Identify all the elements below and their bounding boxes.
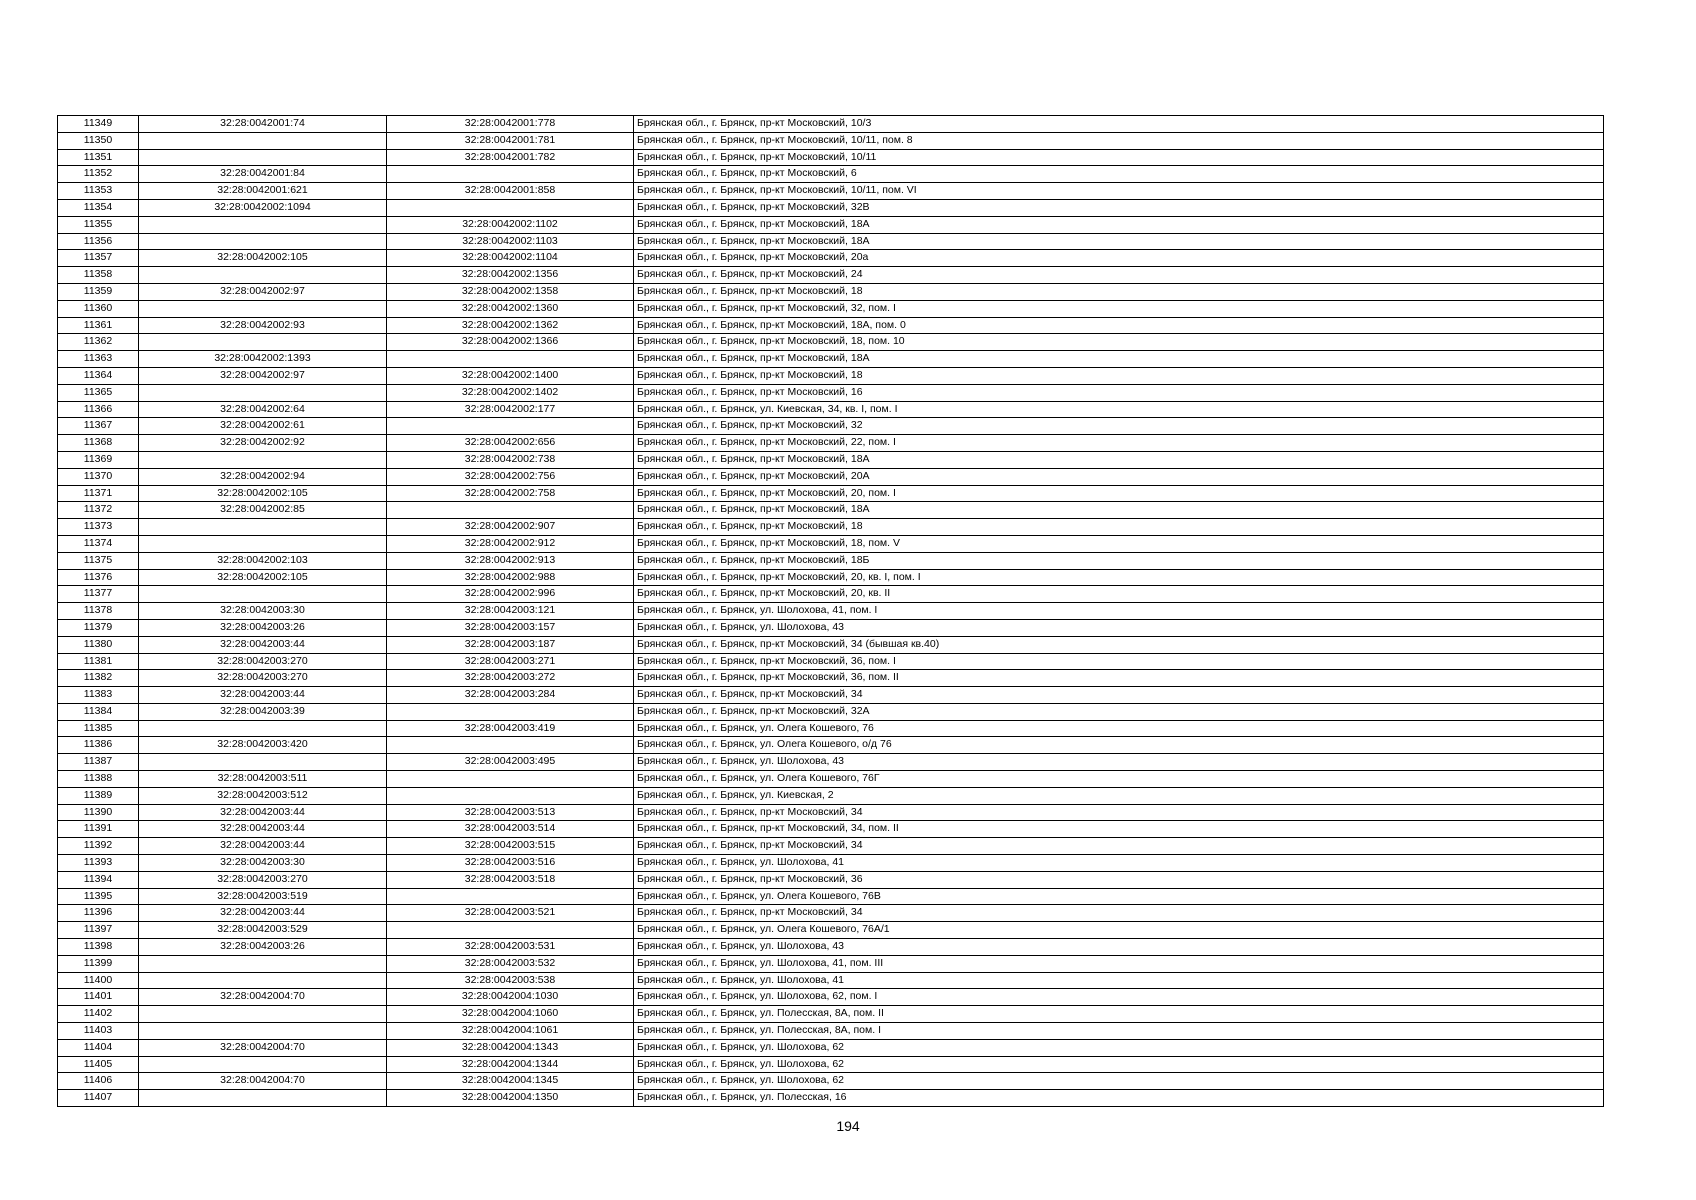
row-number-cell: 11389 xyxy=(58,787,139,804)
row-number-cell: 11391 xyxy=(58,821,139,838)
land-parcel-cadastral-cell xyxy=(139,535,387,552)
address-cell: Брянская обл., г. Брянск, пр-кт Московский, 16 xyxy=(634,384,1604,401)
table-row xyxy=(58,552,1604,569)
land-parcel-cadastral-cell xyxy=(139,1090,387,1107)
table-row xyxy=(58,535,1604,552)
address-cell: Брянская обл., г. Брянск, пр-кт Московский, 18А xyxy=(634,451,1604,468)
table-body xyxy=(58,116,1604,1107)
address-cell: Брянская обл., г. Брянск, пр-кт Московский, 36 xyxy=(634,871,1604,888)
address-cell: Брянская обл., г. Брянск, пр-кт Московский, 34 xyxy=(634,905,1604,922)
land-parcel-cadastral-cell xyxy=(139,300,387,317)
land-parcel-cadastral-cell: 32:28:0042003:270 xyxy=(139,653,387,670)
row-number-cell: 11369 xyxy=(58,451,139,468)
row-number-cell: 11397 xyxy=(58,922,139,939)
land-parcel-cadastral-cell xyxy=(139,451,387,468)
land-parcel-cadastral-cell: 32:28:0042003:44 xyxy=(139,636,387,653)
land-parcel-cadastral-cell: 32:28:0042002:105 xyxy=(139,485,387,502)
table-row xyxy=(58,1056,1604,1073)
row-number-cell: 11357 xyxy=(58,250,139,267)
land-parcel-cadastral-cell: 32:28:0042003:529 xyxy=(139,922,387,939)
table-row xyxy=(58,116,1604,133)
object-cadastral-cell: 32:28:0042002:1104 xyxy=(387,250,634,267)
row-number-cell: 11392 xyxy=(58,838,139,855)
land-parcel-cadastral-cell xyxy=(139,384,387,401)
table-row xyxy=(58,636,1604,653)
object-cadastral-cell: 32:28:0042003:515 xyxy=(387,838,634,855)
land-parcel-cadastral-cell: 32:28:0042003:44 xyxy=(139,905,387,922)
table-row xyxy=(58,703,1604,720)
table-row xyxy=(58,317,1604,334)
table-row xyxy=(58,468,1604,485)
row-number-cell: 11379 xyxy=(58,619,139,636)
table-row xyxy=(58,939,1604,956)
row-number-cell: 11349 xyxy=(58,116,139,133)
row-number-cell: 11388 xyxy=(58,771,139,788)
table-row xyxy=(58,183,1604,200)
object-cadastral-cell: 32:28:0042002:1356 xyxy=(387,267,634,284)
row-number-cell: 11407 xyxy=(58,1090,139,1107)
object-cadastral-cell: 32:28:0042002:1102 xyxy=(387,216,634,233)
object-cadastral-cell: 32:28:0042002:1358 xyxy=(387,283,634,300)
address-cell: Брянская обл., г. Брянск, пр-кт Московский, 10/11, пом. VI xyxy=(634,183,1604,200)
address-cell: Брянская обл., г. Брянск, пр-кт Московский, 36, пом. I xyxy=(634,653,1604,670)
table-row xyxy=(58,821,1604,838)
address-cell: Брянская обл., г. Брянск, пр-кт Московский, 32А xyxy=(634,703,1604,720)
land-parcel-cadastral-cell: 32:28:0042002:105 xyxy=(139,569,387,586)
row-number-cell: 11355 xyxy=(58,216,139,233)
table-row xyxy=(58,569,1604,586)
land-parcel-cadastral-cell: 32:28:0042002:105 xyxy=(139,250,387,267)
address-cell: Брянская обл., г. Брянск, пр-кт Московский, 34 (бывшая кв.40) xyxy=(634,636,1604,653)
object-cadastral-cell: 32:28:0042001:858 xyxy=(387,183,634,200)
table-row xyxy=(58,922,1604,939)
row-number-cell: 11361 xyxy=(58,317,139,334)
address-cell: Брянская обл., г. Брянск, пр-кт Московский, 18А xyxy=(634,233,1604,250)
row-number-cell: 11385 xyxy=(58,720,139,737)
object-cadastral-cell: 32:28:0042003:272 xyxy=(387,670,634,687)
object-cadastral-cell: 32:28:0042002:1400 xyxy=(387,367,634,384)
address-cell: Брянская обл., г. Брянск, ул. Шолохова, 62, пом. I xyxy=(634,989,1604,1006)
row-number-cell: 11366 xyxy=(58,401,139,418)
table-row xyxy=(58,149,1604,166)
object-cadastral-cell: 32:28:0042003:419 xyxy=(387,720,634,737)
table-row xyxy=(58,619,1604,636)
row-number-cell: 11399 xyxy=(58,955,139,972)
table-row xyxy=(58,485,1604,502)
object-cadastral-cell: 32:28:0042003:513 xyxy=(387,804,634,821)
row-number-cell: 11368 xyxy=(58,435,139,452)
object-cadastral-cell: 32:28:0042001:782 xyxy=(387,149,634,166)
land-parcel-cadastral-cell: 32:28:0042003:519 xyxy=(139,888,387,905)
row-number-cell: 11371 xyxy=(58,485,139,502)
land-parcel-cadastral-cell: 32:28:0042002:1393 xyxy=(139,351,387,368)
address-cell: Брянская обл., г. Брянск, пр-кт Московский, 18А xyxy=(634,351,1604,368)
land-parcel-cadastral-cell xyxy=(139,216,387,233)
table-row xyxy=(58,871,1604,888)
address-cell: Брянская обл., г. Брянск, ул. Шолохова, 41 xyxy=(634,972,1604,989)
row-number-cell: 11395 xyxy=(58,888,139,905)
table-row xyxy=(58,334,1604,351)
land-parcel-cadastral-cell xyxy=(139,519,387,536)
row-number-cell: 11398 xyxy=(58,939,139,956)
object-cadastral-cell xyxy=(387,888,634,905)
table-row xyxy=(58,653,1604,670)
address-cell: Брянская обл., г. Брянск, ул. Шолохова, 41 xyxy=(634,855,1604,872)
object-cadastral-cell: 32:28:0042002:1360 xyxy=(387,300,634,317)
table-row xyxy=(58,989,1604,1006)
object-cadastral-cell: 32:28:0042002:996 xyxy=(387,586,634,603)
address-cell: Брянская обл., г. Брянск, ул. Киевская, 34, кв. I, пом. I xyxy=(634,401,1604,418)
object-cadastral-cell xyxy=(387,703,634,720)
land-parcel-cadastral-cell: 32:28:0042003:30 xyxy=(139,603,387,620)
land-parcel-cadastral-cell xyxy=(139,334,387,351)
land-parcel-cadastral-cell: 32:28:0042002:85 xyxy=(139,502,387,519)
object-cadastral-cell xyxy=(387,502,634,519)
land-parcel-cadastral-cell xyxy=(139,754,387,771)
table-row xyxy=(58,519,1604,536)
row-number-cell: 11394 xyxy=(58,871,139,888)
address-cell: Брянская обл., г. Брянск, пр-кт Московский, 24 xyxy=(634,267,1604,284)
row-number-cell: 11367 xyxy=(58,418,139,435)
land-parcel-cadastral-cell: 32:28:0042004:70 xyxy=(139,1039,387,1056)
table-row xyxy=(58,401,1604,418)
object-cadastral-cell: 32:28:0042004:1350 xyxy=(387,1090,634,1107)
row-number-cell: 11384 xyxy=(58,703,139,720)
row-number-cell: 11406 xyxy=(58,1073,139,1090)
address-cell: Брянская обл., г. Брянск, ул. Олега Кошевого, 76В xyxy=(634,888,1604,905)
row-number-cell: 11393 xyxy=(58,855,139,872)
cadastral-table xyxy=(57,115,1604,1107)
object-cadastral-cell: 32:28:0042004:1060 xyxy=(387,1006,634,1023)
land-parcel-cadastral-cell xyxy=(139,1023,387,1040)
land-parcel-cadastral-cell: 32:28:0042002:103 xyxy=(139,552,387,569)
row-number-cell: 11370 xyxy=(58,468,139,485)
address-cell: Брянская обл., г. Брянск, пр-кт Московский, 10/11 xyxy=(634,149,1604,166)
table-row xyxy=(58,267,1604,284)
row-number-cell: 11381 xyxy=(58,653,139,670)
land-parcel-cadastral-cell: 32:28:0042002:97 xyxy=(139,283,387,300)
object-cadastral-cell: 32:28:0042002:758 xyxy=(387,485,634,502)
object-cadastral-cell xyxy=(387,418,634,435)
object-cadastral-cell: 32:28:0042003:495 xyxy=(387,754,634,771)
land-parcel-cadastral-cell xyxy=(139,720,387,737)
land-parcel-cadastral-cell: 32:28:0042002:93 xyxy=(139,317,387,334)
table-row xyxy=(58,418,1604,435)
address-cell: Брянская обл., г. Брянск, пр-кт Московский, 18, пом. V xyxy=(634,535,1604,552)
row-number-cell: 11386 xyxy=(58,737,139,754)
object-cadastral-cell: 32:28:0042004:1030 xyxy=(387,989,634,1006)
table-row xyxy=(58,1090,1604,1107)
table-row xyxy=(58,955,1604,972)
address-cell: Брянская обл., г. Брянск, пр-кт Московский, 18А xyxy=(634,502,1604,519)
object-cadastral-cell: 32:28:0042002:177 xyxy=(387,401,634,418)
table-row xyxy=(58,855,1604,872)
object-cadastral-cell xyxy=(387,351,634,368)
row-number-cell: 11358 xyxy=(58,267,139,284)
object-cadastral-cell: 32:28:0042001:781 xyxy=(387,132,634,149)
row-number-cell: 11390 xyxy=(58,804,139,821)
page-number: 194 xyxy=(836,1118,860,1134)
table-row xyxy=(58,754,1604,771)
address-cell: Брянская обл., г. Брянск, пр-кт Московский, 22, пом. I xyxy=(634,435,1604,452)
address-cell: Брянская обл., г. Брянск, пр-кт Московский, 18А, пом. 0 xyxy=(634,317,1604,334)
object-cadastral-cell: 32:28:0042002:738 xyxy=(387,451,634,468)
address-cell: Брянская обл., г. Брянск, пр-кт Московский, 34 xyxy=(634,687,1604,704)
address-cell: Брянская обл., г. Брянск, ул. Шолохова, 41, пом. III xyxy=(634,955,1604,972)
address-cell: Брянская обл., г. Брянск, пр-кт Московский, 34 xyxy=(634,804,1604,821)
table-row xyxy=(58,300,1604,317)
land-parcel-cadastral-cell: 32:28:0042004:70 xyxy=(139,989,387,1006)
address-cell: Брянская обл., г. Брянск, ул. Полесская, 8А, пом. II xyxy=(634,1006,1604,1023)
row-number-cell: 11354 xyxy=(58,199,139,216)
land-parcel-cadastral-cell: 32:28:0042003:26 xyxy=(139,939,387,956)
address-cell: Брянская обл., г. Брянск, пр-кт Московский, 34 xyxy=(634,838,1604,855)
row-number-cell: 11356 xyxy=(58,233,139,250)
object-cadastral-cell: 32:28:0042002:1402 xyxy=(387,384,634,401)
address-cell: Брянская обл., г. Брянск, пр-кт Московский, 20а xyxy=(634,250,1604,267)
address-cell: Брянская обл., г. Брянск, ул. Шолохова, 62 xyxy=(634,1056,1604,1073)
row-number-cell: 11400 xyxy=(58,972,139,989)
address-cell: Брянская обл., г. Брянск, пр-кт Московский, 20, кв. II xyxy=(634,586,1604,603)
object-cadastral-cell: 32:28:0042004:1344 xyxy=(387,1056,634,1073)
row-number-cell: 11372 xyxy=(58,502,139,519)
table-row xyxy=(58,351,1604,368)
row-number-cell: 11352 xyxy=(58,166,139,183)
land-parcel-cadastral-cell: 32:28:0042002:61 xyxy=(139,418,387,435)
row-number-cell: 11359 xyxy=(58,283,139,300)
object-cadastral-cell: 32:28:0042003:538 xyxy=(387,972,634,989)
object-cadastral-cell: 32:28:0042003:531 xyxy=(387,939,634,956)
object-cadastral-cell xyxy=(387,737,634,754)
table-row xyxy=(58,233,1604,250)
object-cadastral-cell: 32:28:0042002:988 xyxy=(387,569,634,586)
land-parcel-cadastral-cell: 32:28:0042003:512 xyxy=(139,787,387,804)
land-parcel-cadastral-cell: 32:28:0042003:44 xyxy=(139,838,387,855)
row-number-cell: 11396 xyxy=(58,905,139,922)
row-number-cell: 11360 xyxy=(58,300,139,317)
table-row xyxy=(58,888,1604,905)
table-row xyxy=(58,132,1604,149)
row-number-cell: 11383 xyxy=(58,687,139,704)
land-parcel-cadastral-cell: 32:28:0042003:26 xyxy=(139,619,387,636)
row-number-cell: 11378 xyxy=(58,603,139,620)
object-cadastral-cell: 32:28:0042002:1366 xyxy=(387,334,634,351)
row-number-cell: 11375 xyxy=(58,552,139,569)
row-number-cell: 11404 xyxy=(58,1039,139,1056)
land-parcel-cadastral-cell: 32:28:0042003:420 xyxy=(139,737,387,754)
land-parcel-cadastral-cell: 32:28:0042003:44 xyxy=(139,804,387,821)
table-row xyxy=(58,367,1604,384)
land-parcel-cadastral-cell: 32:28:0042003:30 xyxy=(139,855,387,872)
table-row xyxy=(58,166,1604,183)
table-row xyxy=(58,804,1604,821)
object-cadastral-cell: 32:28:0042003:157 xyxy=(387,619,634,636)
object-cadastral-cell: 32:28:0042002:1362 xyxy=(387,317,634,334)
row-number-cell: 11405 xyxy=(58,1056,139,1073)
table-row xyxy=(58,972,1604,989)
address-cell: Брянская обл., г. Брянск, пр-кт Московский, 18 xyxy=(634,519,1604,536)
row-number-cell: 11351 xyxy=(58,149,139,166)
address-cell: Брянская обл., г. Брянск, ул. Олега Кошевого, 76 xyxy=(634,720,1604,737)
row-number-cell: 11365 xyxy=(58,384,139,401)
address-cell: Брянская обл., г. Брянск, ул. Полесская, 8А, пом. I xyxy=(634,1023,1604,1040)
address-cell: Брянская обл., г. Брянск, пр-кт Московский, 36, пом. II xyxy=(634,670,1604,687)
table-row xyxy=(58,384,1604,401)
object-cadastral-cell: 32:28:0042003:514 xyxy=(387,821,634,838)
address-cell: Брянская обл., г. Брянск, пр-кт Московский, 18 xyxy=(634,283,1604,300)
address-cell: Брянская обл., г. Брянск, пр-кт Московский, 10/3 xyxy=(634,116,1604,133)
table-row xyxy=(58,1023,1604,1040)
land-parcel-cadastral-cell: 32:28:0042002:97 xyxy=(139,367,387,384)
object-cadastral-cell xyxy=(387,787,634,804)
object-cadastral-cell: 32:28:0042003:516 xyxy=(387,855,634,872)
land-parcel-cadastral-cell: 32:28:0042003:270 xyxy=(139,871,387,888)
address-cell: Брянская обл., г. Брянск, пр-кт Московский, 32 xyxy=(634,418,1604,435)
table-row xyxy=(58,586,1604,603)
row-number-cell: 11402 xyxy=(58,1006,139,1023)
object-cadastral-cell: 32:28:0042003:284 xyxy=(387,687,634,704)
land-parcel-cadastral-cell: 32:28:0042002:94 xyxy=(139,468,387,485)
row-number-cell: 11376 xyxy=(58,569,139,586)
address-cell: Брянская обл., г. Брянск, ул. Шолохова, 62 xyxy=(634,1039,1604,1056)
address-cell: Брянская обл., г. Брянск, ул. Олега Кошевого, 76А/1 xyxy=(634,922,1604,939)
land-parcel-cadastral-cell: 32:28:0042003:511 xyxy=(139,771,387,788)
address-cell: Брянская обл., г. Брянск, пр-кт Московский, 6 xyxy=(634,166,1604,183)
table-row xyxy=(58,687,1604,704)
table-row xyxy=(58,771,1604,788)
land-parcel-cadastral-cell: 32:28:0042003:39 xyxy=(139,703,387,720)
address-cell: Брянская обл., г. Брянск, пр-кт Московский, 32В xyxy=(634,199,1604,216)
table-row xyxy=(58,737,1604,754)
table-row xyxy=(58,603,1604,620)
table-row xyxy=(58,787,1604,804)
row-number-cell: 11401 xyxy=(58,989,139,1006)
object-cadastral-cell: 32:28:0042002:907 xyxy=(387,519,634,536)
row-number-cell: 11403 xyxy=(58,1023,139,1040)
object-cadastral-cell: 32:28:0042001:778 xyxy=(387,116,634,133)
land-parcel-cadastral-cell: 32:28:0042001:74 xyxy=(139,116,387,133)
land-parcel-cadastral-cell: 32:28:0042002:64 xyxy=(139,401,387,418)
object-cadastral-cell: 32:28:0042003:518 xyxy=(387,871,634,888)
address-cell: Брянская обл., г. Брянск, ул. Полесская, 16 xyxy=(634,1090,1604,1107)
object-cadastral-cell: 32:28:0042002:756 xyxy=(387,468,634,485)
object-cadastral-cell: 32:28:0042002:912 xyxy=(387,535,634,552)
row-number-cell: 11373 xyxy=(58,519,139,536)
address-cell: Брянская обл., г. Брянск, пр-кт Московский, 20А xyxy=(634,468,1604,485)
land-parcel-cadastral-cell: 32:28:0042004:70 xyxy=(139,1073,387,1090)
land-parcel-cadastral-cell: 32:28:0042003:44 xyxy=(139,687,387,704)
row-number-cell: 11387 xyxy=(58,754,139,771)
land-parcel-cadastral-cell xyxy=(139,149,387,166)
object-cadastral-cell: 32:28:0042002:913 xyxy=(387,552,634,569)
table-row xyxy=(58,216,1604,233)
row-number-cell: 11350 xyxy=(58,132,139,149)
row-number-cell: 11353 xyxy=(58,183,139,200)
table-row xyxy=(58,451,1604,468)
table-row xyxy=(58,670,1604,687)
table-row xyxy=(58,199,1604,216)
object-cadastral-cell: 32:28:0042004:1345 xyxy=(387,1073,634,1090)
land-parcel-cadastral-cell: 32:28:0042001:84 xyxy=(139,166,387,183)
table-row xyxy=(58,283,1604,300)
row-number-cell: 11374 xyxy=(58,535,139,552)
object-cadastral-cell: 32:28:0042002:656 xyxy=(387,435,634,452)
object-cadastral-cell: 32:28:0042004:1061 xyxy=(387,1023,634,1040)
table-row xyxy=(58,250,1604,267)
address-cell: Брянская обл., г. Брянск, пр-кт Московский, 18 xyxy=(634,367,1604,384)
object-cadastral-cell: 32:28:0042003:521 xyxy=(387,905,634,922)
row-number-cell: 11362 xyxy=(58,334,139,351)
object-cadastral-cell: 32:28:0042003:187 xyxy=(387,636,634,653)
address-cell: Брянская обл., г. Брянск, пр-кт Московский, 20, пом. I xyxy=(634,485,1604,502)
object-cadastral-cell xyxy=(387,199,634,216)
address-cell: Брянская обл., г. Брянск, ул. Шолохова, 43 xyxy=(634,939,1604,956)
land-parcel-cadastral-cell: 32:28:0042002:1094 xyxy=(139,199,387,216)
address-cell: Брянская обл., г. Брянск, ул. Шолохова, 62 xyxy=(634,1073,1604,1090)
row-number-cell: 11380 xyxy=(58,636,139,653)
address-cell: Брянская обл., г. Брянск, пр-кт Московский, 34, пом. II xyxy=(634,821,1604,838)
table-row xyxy=(58,502,1604,519)
table-row xyxy=(58,1039,1604,1056)
address-cell: Брянская обл., г. Брянск, ул. Шолохова, 43 xyxy=(634,619,1604,636)
land-parcel-cadastral-cell: 32:28:0042003:270 xyxy=(139,670,387,687)
object-cadastral-cell: 32:28:0042003:532 xyxy=(387,955,634,972)
address-cell: Брянская обл., г. Брянск, ул. Олега Кошевого, 76Г xyxy=(634,771,1604,788)
table-row xyxy=(58,435,1604,452)
address-cell: Брянская обл., г. Брянск, ул. Шолохова, 43 xyxy=(634,754,1604,771)
address-cell: Брянская обл., г. Брянск, ул. Олега Кошевого, о/д 76 xyxy=(634,737,1604,754)
land-parcel-cadastral-cell xyxy=(139,1006,387,1023)
land-parcel-cadastral-cell: 32:28:0042002:92 xyxy=(139,435,387,452)
table-row xyxy=(58,1006,1604,1023)
object-cadastral-cell: 32:28:0042004:1343 xyxy=(387,1039,634,1056)
land-parcel-cadastral-cell xyxy=(139,955,387,972)
object-cadastral-cell xyxy=(387,771,634,788)
land-parcel-cadastral-cell xyxy=(139,132,387,149)
land-parcel-cadastral-cell xyxy=(139,267,387,284)
object-cadastral-cell: 32:28:0042003:271 xyxy=(387,653,634,670)
address-cell: Брянская обл., г. Брянск, ул. Шолохова, 41, пом. I xyxy=(634,603,1604,620)
address-cell: Брянская обл., г. Брянск, пр-кт Московский, 18А xyxy=(634,216,1604,233)
address-cell: Брянская обл., г. Брянск, пр-кт Московский, 18Б xyxy=(634,552,1604,569)
address-cell: Брянская обл., г. Брянск, ул. Киевская, 2 xyxy=(634,787,1604,804)
object-cadastral-cell: 32:28:0042002:1103 xyxy=(387,233,634,250)
land-parcel-cadastral-cell xyxy=(139,1056,387,1073)
row-number-cell: 11377 xyxy=(58,586,139,603)
table-row xyxy=(58,905,1604,922)
object-cadastral-cell: 32:28:0042003:121 xyxy=(387,603,634,620)
land-parcel-cadastral-cell xyxy=(139,586,387,603)
row-number-cell: 11363 xyxy=(58,351,139,368)
table-row xyxy=(58,838,1604,855)
land-parcel-cadastral-cell: 32:28:0042003:44 xyxy=(139,821,387,838)
land-parcel-cadastral-cell: 32:28:0042001:621 xyxy=(139,183,387,200)
row-number-cell: 11382 xyxy=(58,670,139,687)
land-parcel-cadastral-cell xyxy=(139,972,387,989)
address-cell: Брянская обл., г. Брянск, пр-кт Московский, 18, пом. 10 xyxy=(634,334,1604,351)
address-cell: Брянская обл., г. Брянск, пр-кт Московский, 10/11, пом. 8 xyxy=(634,132,1604,149)
object-cadastral-cell xyxy=(387,166,634,183)
land-parcel-cadastral-cell xyxy=(139,233,387,250)
object-cadastral-cell xyxy=(387,922,634,939)
address-cell: Брянская обл., г. Брянск, пр-кт Московский, 20, кв. I, пом. I xyxy=(634,569,1604,586)
table-row xyxy=(58,1073,1604,1090)
row-number-cell: 11364 xyxy=(58,367,139,384)
address-cell: Брянская обл., г. Брянск, пр-кт Московский, 32, пом. I xyxy=(634,300,1604,317)
table-row xyxy=(58,720,1604,737)
